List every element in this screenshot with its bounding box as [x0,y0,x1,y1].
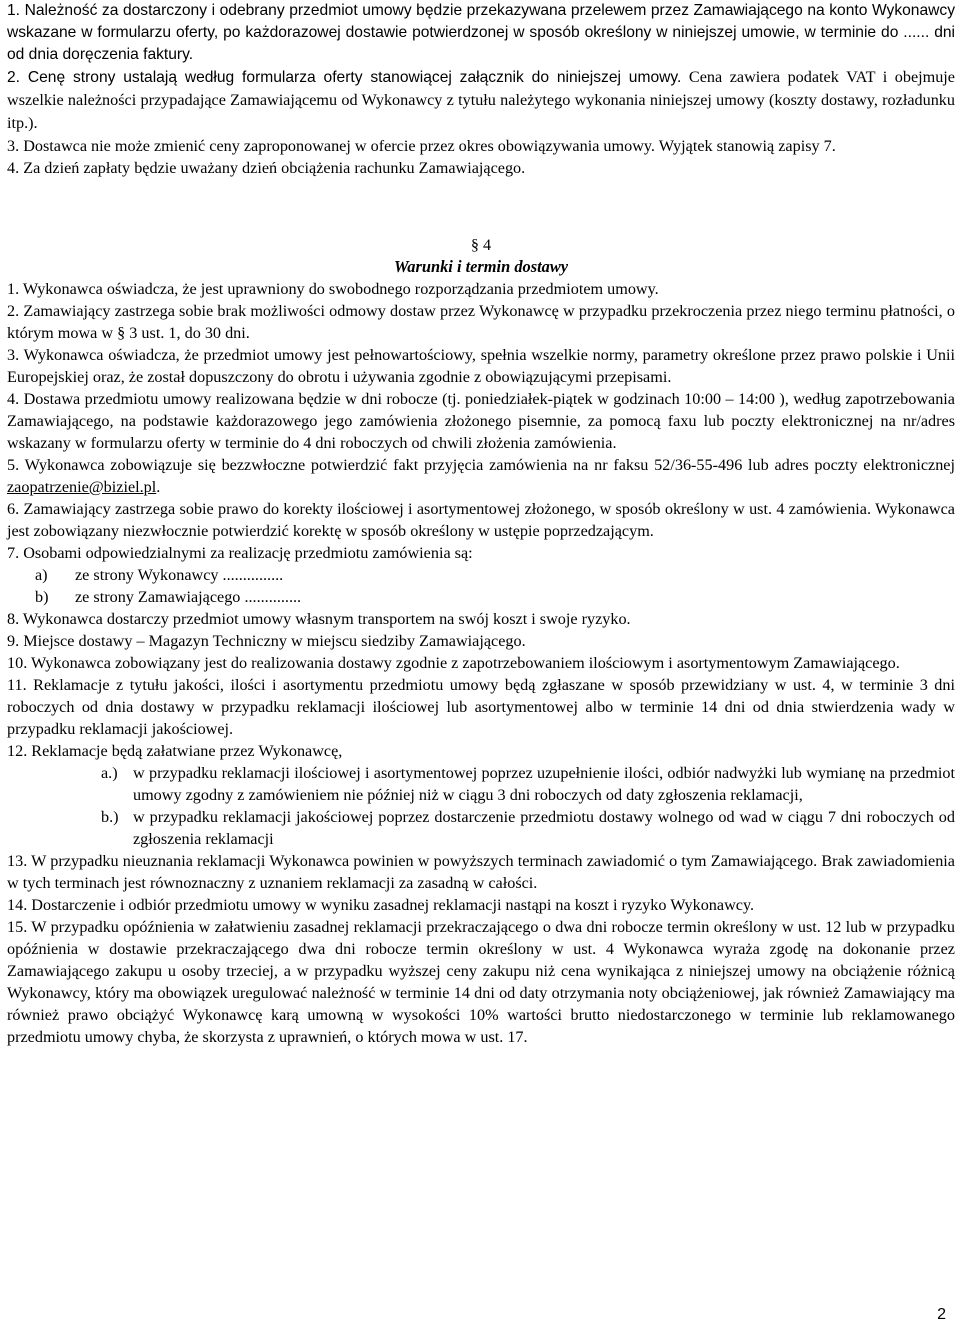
item-6: 6. Zamawiający zastrzega sobie prawo do korekty ilościowej i asortymentowej złożonego, w sposób określony w ust. 4 zamówienia. Wykonawca jest zobowiązany niezwłocznie potwierdzić korektę w sposób określony w ustępie poprzedzającym. [7,500,955,540]
item-7b-text: ze strony Zamawiającego .............. [75,588,302,606]
page-number: 2 [937,1306,946,1323]
item-10: 10. Wykonawca zobowiązany jest do realizowania dostawy zgodnie z zapotrzebowaniem ilościowym i asortymentowym Zamawiającego. [7,654,900,672]
item-7a-label: a) [35,566,48,584]
item-7: 7. Osobami odpowiedzialnymi za realizację przedmiotu zamówienia są: [7,544,473,562]
paragraph-2-sans: 2. Cenę strony ustalają według formularza oferty stanowiącej załącznik do niniejszej umowy. [7,69,682,86]
item-7a-text: ze strony Wykonawcy ............... [75,566,284,584]
item-14: 14. Dostarczenie i odbiór przedmiotu umowy w wyniku zasadnej reklamacji nastąpi na koszt i ryzyko Wykonawcy. [7,896,755,914]
section-number: § 4 [470,236,492,254]
item-5-end: . [156,478,161,496]
paragraph-4: 4. Za dzień zapłaty będzie uważany dzień obciążenia rachunku Zamawiającego. [7,159,526,177]
item-15: 15. W przypadku opóźnienia w załatwieniu zasadnej reklamacji przekraczającego o dwa dni robocze termin określony w ust. 12 lub w przypadku opóźnienia w dostawie przekraczającego dwa dni robocze termin określony w ust. 4 Wykonawca wyraża zgodę na dokonanie przez Zamawiającego zakupu u osoby trzeciej, a w przypadku wyższej ceny zakupu niż cena wynikająca z niniejszej umowy na obciążenie różnicą Wykonawcy, który ma obowiązek uregulować należność w terminie 14 dni od daty otrzymania noty obciążeniowej, jak również Zamawiający ma również prawo obciążyć Wykonawcę karą umowną w wysokości 10% wartości brutto niedostarczonego w terminie lub reklamowanego przedmiotu umowy chyba, że skorzysta z uprawnień, o których mowa w ust. 17. [7,918,955,1046]
email-link[interactable]: zaopatrzenie@biziel.pl [7,478,157,496]
section-title: Warunki i termin dostawy [393,257,569,276]
item-8: 8. Wykonawca dostarczy przedmiot umowy własnym transportem na swój koszt i swoje ryzyko. [7,610,631,628]
item-13: 13. W przypadku nieuznania reklamacji Wykonawca powinien w powyższych terminach zawiadomić o tym Zamawiającego. Brak zawiadomienia w tych terminach jest równoznaczny z uznaniem reklamacji za zasadną w całości. [7,852,955,892]
item-4: 4. Dostawa przedmiotu umowy realizowana będzie w dni robocze (tj. poniedziałek-piątek w godzinach 10:00 – 14:00 ), według zapotrzebowania Zamawiającego, na podstawie każdorazowego jego zamówienia złożonego pisemnie, za pomocą faxu lub poczty elektronicznej na nr/adres wskazany w formularzu oferty w terminie do 4 dni roboczych od chwili złożenia zamówienia. [7,390,955,452]
item-12: 12. Reklamacje będą załatwiane przez Wykonawcę, [7,742,343,760]
item-3: 3. Wykonawca oświadcza, że przedmiot umowy jest pełnowartościowy, spełnia wszelkie normy, parametry określone przez prawo polskie i Unii Europejskiej oraz, że został dopuszczony do obrotu i używania zgodnie z obowiązującymi przepisami. [7,346,955,386]
item-9: 9. Miejsce dostawy – Magazyn Techniczny w miejscu siedziby Zamawiającego. [7,632,526,650]
item-7b [7,586,955,608]
item-7a [7,564,955,586]
item-12a [7,762,955,806]
section-4-block [7,234,955,1048]
item-12b [7,806,955,850]
item-1: 1. Wykonawca oświadcza, że jest uprawniony do swobodnego rozporządzania przedmiotem umowy. [7,280,659,298]
item-12b-text: w przypadku reklamacji jakościowej poprzez dostarczenie przedmiotu dostawy wolnego od wad w ciągu 7 dni roboczych od zgłoszenia reklamacji [133,808,955,848]
item-12a-text: w przypadku reklamacji ilościowej i asortymentowej poprzez uzupełnienie ilości, odbiór nadwyżki lub wymianę na przedmiot umowy zgodny z zamówieniem nie później niż w ciągu 3 dni roboczych od daty zgłoszenia reklamacji, [133,764,955,804]
paragraph-2-serif: Cena zawiera podatek VAT i obejmuje wszelkie należności przypadające Zamawiającemu od Wykonawcy z tytułu należytego wykonania niniejszej umowy (koszty dostawy, rozładunku itp.). [7,68,955,132]
item-12b-label: b.) [101,808,119,826]
item-12a-label: a.) [101,764,118,782]
item-2: 2. Zamawiający zastrzega sobie brak możliwości odmowy dostaw przez Wykonawcę w przypadku przekroczenia przez niego terminu płatności, o którym mowa w § 3 ust. 1, do 30 dni. [7,302,955,342]
paragraph-2 [7,66,955,135]
item-7b-label: b) [35,588,49,606]
item-5-text: 5. Wykonawca zobowiązuje się bezzwłoczne potwierdzić fakt przyjęcia zamówienia na nr faksu 52/36-55-496 lub adres poczty elektronicznej [7,456,955,474]
paragraph-1: 1. Należność za dostarczony i odebrany przedmiot umowy będzie przekazywana przelewem przez Zamawiającego na konto Wykonawcy wskazane w formularzu oferty, po każdorazowej dostawie potwierdzonej w sposób określony w niniejszej umowie, w terminie do ...... dni od dnia doręczenia faktury. [7,2,955,63]
payment-terms-block [7,0,955,179]
paragraph-3: 3. Dostawca nie może zmienić ceny zaproponowanej w ofercie przez okres obowiązywania umowy. Wyjątek stanowią zapisy 7. [7,137,836,155]
item-5 [7,454,955,498]
item-11: 11. Reklamacje z tytułu jakości, ilości i asortymentu przedmiotu umowy będą zgłaszane w sposób przewidziany w ust. 4, w terminie 3 dni roboczych od dnia dostawy w przypadku reklamacji ilościowej lub asortymentowej albo w terminie 14 dni od dnia stwierdzenia wady w przypadku reklamacji jakościowej. [7,676,955,738]
